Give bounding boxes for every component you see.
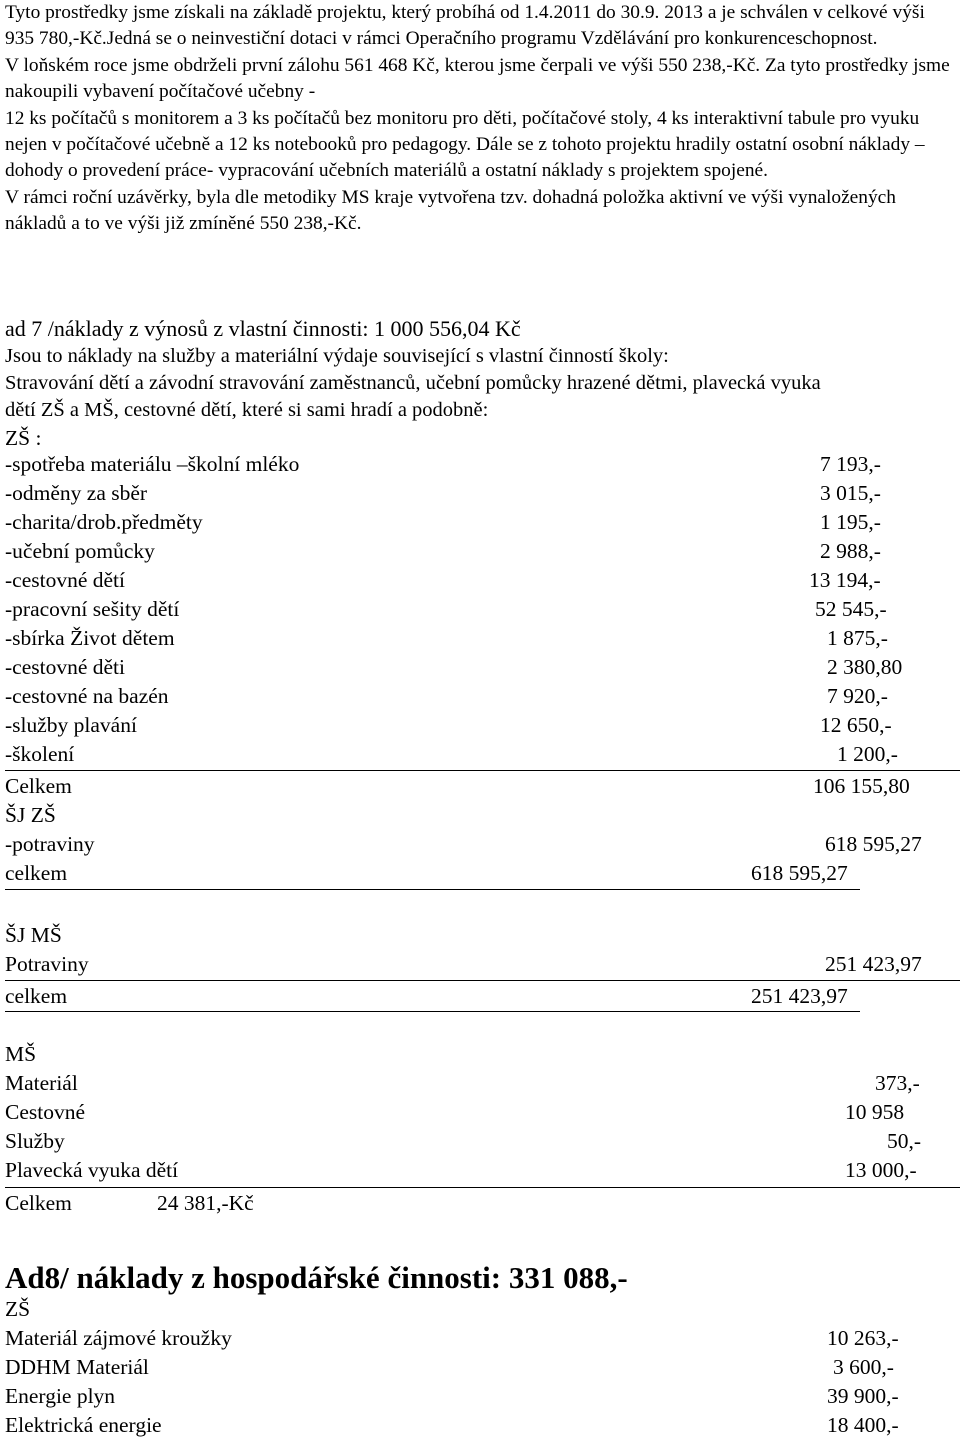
sjzs-section-label: ŠJ ZŠ [5,803,56,827]
item-value: 2 988,- [820,539,881,563]
list-item [5,595,955,624]
divider [5,770,960,771]
sjzs-total-row [5,859,955,888]
item-label: Potraviny [5,952,89,976]
item-value: 12 650,- [820,713,892,737]
list-item [5,508,955,537]
ad7-desc-2: Stravování dětí a závodní stravování zaměstnanců, učební pomůcky hrazené dětmi, plavecká vyuka [5,372,821,394]
list-item [5,479,955,508]
list-item [5,950,955,979]
divider [5,1187,960,1188]
item-label: Elektrická energie [5,1413,162,1437]
item-value: 373,- [875,1071,920,1095]
list-item [5,653,955,682]
list-item [5,1411,955,1440]
divider [5,889,860,890]
list-item [5,682,955,711]
list-item [5,624,955,653]
item-value: 618 595,27 [825,832,922,856]
item-value: 18 400,- [827,1413,899,1437]
zs-section-label: ZŠ : [5,426,42,450]
total-value: 24 381,-Kč [157,1191,254,1215]
item-label: -potraviny [5,832,95,856]
list-item [5,566,955,595]
ad7-desc-1: Jsou to náklady na služby a materiální výdaje související s vlastní činností školy: [5,345,669,367]
total-label: Celkem [5,1191,72,1215]
intro-paragraph-4: V rámci roční uzávěrky, byla dle metodiky MS kraje vytvořena tzv. dohadná položka aktivní ve výši vynaložených nákladů a to ve výši již zmíněné 550 238,-Kč. [5,186,896,235]
total-value: 106 155,80 [813,774,910,798]
item-label: -spotřeba materiálu –školní mléko [5,452,300,476]
list-item [5,740,955,769]
item-label: Materiál [5,1071,78,1095]
list-item [5,1098,955,1127]
total-value: 618 595,27 [751,861,848,885]
total-label: Celkem [5,774,72,798]
item-value: 7 193,- [820,452,881,476]
item-label: Energie plyn [5,1384,116,1408]
item-value: 7 920,- [827,684,888,708]
item-label: -služby plavání [5,713,137,737]
ad7-desc-3: dětí ZŠ a MŠ, cestovné dětí, které si sami hradí a podobně: [5,399,489,421]
item-value: 3 600,- [833,1355,894,1379]
item-value: 1 200,- [837,742,898,766]
item-value: 1 195,- [820,510,881,534]
list-item [5,1353,955,1382]
list-item [5,711,955,740]
item-label: DDHM Materiál [5,1355,149,1379]
item-label: -učební pomůcky [5,539,155,563]
ad8-zs-label: ZŠ [5,1297,31,1321]
item-value: 1 875,- [827,626,888,650]
list-item [5,830,955,859]
divider [5,980,960,981]
item-value: 39 900,- [827,1384,899,1408]
item-label: -školení [5,742,75,766]
item-label: Materiál zájmové kroužky [5,1326,232,1350]
ms-section-label: MŠ [5,1042,37,1066]
item-label: Plavecká vyuka dětí [5,1158,179,1182]
item-label: -charita/drob.předměty [5,510,203,534]
item-value: 10 263,- [827,1326,899,1350]
item-value: 251 423,97 [825,952,922,976]
item-label: -odměny za sběr [5,481,148,505]
list-item [5,537,955,566]
item-value: 50,- [887,1129,922,1153]
intro-text [5,0,955,238]
ms-total-row [5,1189,955,1218]
item-value: 10 958 [845,1100,905,1124]
item-label: Cestovné [5,1100,86,1124]
list-item [5,1382,955,1411]
intro-paragraph-3: 12 ks počítačů s monitorem a 3 ks počítačů bez monitoru pro děti, počítačové stoly, 4 ks interaktivní tabule pro vyuku nejen v počítačové učebně a 12 ks notebooků pro pedagogy. Dále se z tohoto projektu hradily ostatní osobní náklady – dohody o provedení práce- vypracování učebních materiálů a ostatní náklady s projektem spojené. [5,107,925,182]
sjms-section-label: ŠJ MŠ [5,923,62,947]
list-item [5,450,955,479]
intro-paragraph-2: V loňském roce jsme obdrželi první zálohu 561 468 Kč, kterou jsme čerpali ve výši 550 238,-Kč. Za tyto prostředky jsme nakoupili vybavení počítačové učebny - [5,54,950,103]
item-value: 2 380,80 [827,655,903,679]
sjms-total-row [5,982,955,1011]
list-item [5,1127,955,1156]
total-label: celkem [5,861,68,885]
ad7-title: ad 7 /náklady z výnosů z vlastní činnosti: 1 000 556,04 Kč [5,316,521,341]
total-label: celkem [5,984,68,1008]
ad8-title: Ad8/ náklady z hospodářské činnosti: 331 088,- [5,1260,628,1295]
list-item [5,1156,955,1185]
item-value: 3 015,- [820,481,881,505]
item-value: 13 000,- [845,1158,917,1182]
item-value: 52 545,- [815,597,887,621]
item-label: Služby [5,1129,65,1153]
item-label: -sbírka Život dětem [5,626,175,650]
item-label: -pracovní sešity dětí [5,597,180,621]
total-value: 251 423,97 [751,984,848,1008]
divider [5,1011,860,1012]
zs-total-row [5,772,955,801]
item-label: -cestovné dětí [5,568,125,592]
item-label: -cestovné na bazén [5,684,169,708]
item-label: -cestovné děti [5,655,125,679]
list-item [5,1069,955,1098]
item-value: 13 194,- [809,568,881,592]
list-item [5,1324,955,1353]
intro-paragraph-1: Tyto prostředky jsme získali na základě projektu, který probíhá od 1.4.2011 do 30.9. 2013 a je schválen v celkové výši 935 780,-Kč.Jedná se o neinvestiční dotaci v rámci Operačního programu Vzdělávání pro konkurenceschopnost. [5,2,925,50]
